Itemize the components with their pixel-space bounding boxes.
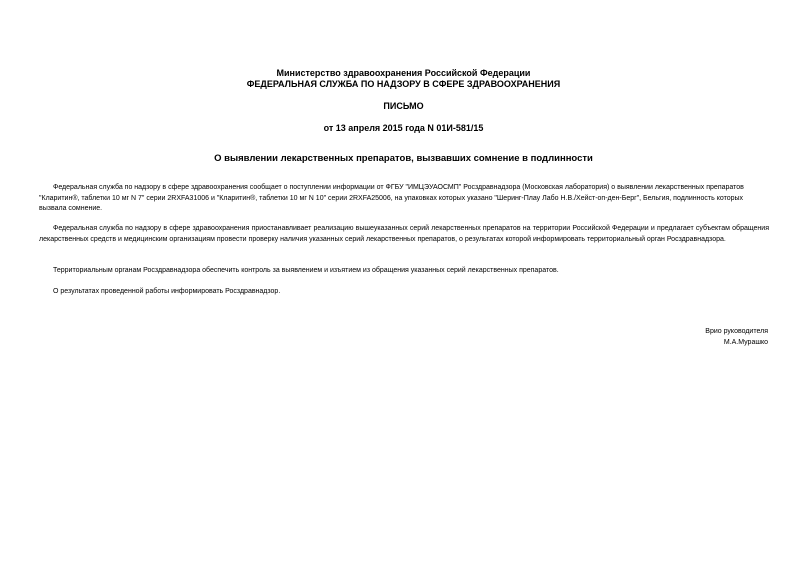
body-paragraph-1: Федеральная служба по надзору в сфере здравоохранения сообщает о поступлении информации от ФГБУ "ИМЦЭУАОСМП" Росздравнадзора (Московская лаборатория) о выявлении лекарственных препаратов "Кларитин®, таблетки 10 мг N 7" серии 2RXFA31006 и "Кларитин®, таблетки 10 мг N 10" серии 2RXFA25006, на упаковках которых указано "Шеринг-Плау Лабо Н.В./Хейст-оп-ден-Берг", Бельгия, подлинность которых вызвала сомнение.: [39, 184, 744, 212]
body-paragraph-3: Территориальным органам Росздравнадзора обеспечить контроль за выявлением и изъятием из обращения указанных серий лекарственных препаратов.: [53, 267, 559, 274]
signatory-name: М.А.Мурашко: [723, 338, 768, 346]
body-paragraph-4: О результатах проведенной работы информировать Росздравнадзор.: [53, 288, 281, 295]
body-paragraph-2: Федеральная служба по надзору в сфере здравоохранения приостанавливает реализацию вышеуказанных серий лекарственных препаратов на территории Российской Федерации и предлагает субъектам обращения лекарственных средств и медицинским организациям провести проверку наличия указанных серий лекарственных препаратов, о результатах которой информировать территориальный орган Росздравнадзора.: [39, 225, 769, 243]
document-date-number: от 13 апреля 2015 года N 01И-581/15: [323, 123, 484, 133]
signature-block: [705, 327, 768, 348]
signatory-position: Врио руководителя: [705, 328, 768, 335]
document-type: ПИСЬМО: [383, 101, 424, 111]
service-title: ФЕДЕРАЛЬНАЯ СЛУЖБА ПО НАДЗОРУ В СФЕРЕ ЗДРАВООХРАНЕНИЯ: [246, 79, 561, 89]
ministry-title: Министерство здравоохранения Российской Федерации: [276, 68, 531, 78]
document-subject: О выявлении лекарственных препаратов, вызвавших сомнение в подлинности: [214, 153, 593, 164]
